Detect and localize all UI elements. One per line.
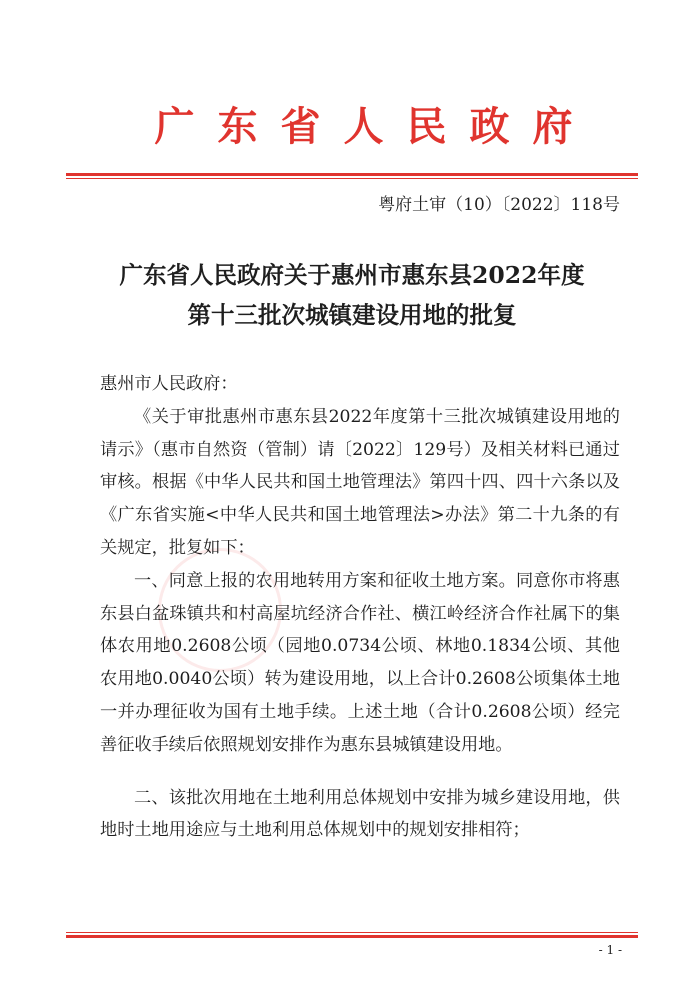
document-body [100, 368, 620, 847]
footer-rule-thick [66, 935, 638, 938]
footer-rule-thin [66, 932, 638, 933]
header-rule-thin [66, 178, 638, 179]
masthead-title: 广东省人民政府 [154, 103, 596, 150]
salutation: 惠州市人民政府： [100, 374, 238, 394]
document-number: 粤府土审（10）〔2022〕118号 [378, 195, 620, 215]
body-paragraph-1: 《关于审批惠州市惠东县2022年度第十三批次城镇建设用地的请示》（惠市自然资（管制）请〔2022〕129号）及相关材料已通过审核。根据《中华人民共和国土地管理法》第四十四、四十六条以及《广东省实施<中华人民共和国土地管理法>办法》第二十九条的有关规定，批复如下： [100, 406, 620, 558]
header-rule-thick [66, 173, 638, 176]
body-paragraph-3: 二、该批次用地在土地利用总体规划中安排为城乡建设用地，供地时土地用途应与土地利用总体规划中的规划安排相符； [100, 787, 620, 841]
body-paragraph-2: 一、同意上报的农用地转用方案和征收土地方案。同意你市将惠东县白盆珠镇共和村高屋坑经济合作社、横江岭经济合作社属下的集体农用地0.2608公顷（园地0.0734公顷、林地0.1834公顷、其他农用地0.0040公顷）转为建设用地，以上合计0.2608公顷集体土地一并办理征收为国有土地手续。上述土地（合计0.2608公顷）经完善征收手续后依照规划安排作为惠东县城镇建设用地。 [100, 570, 620, 755]
document-title-line-2: 第十三批次城镇建设用地的批复 [187, 301, 517, 329]
page-number: - 1 - [598, 943, 622, 957]
document-title-line-1: 广东省人民政府关于惠州市惠东县2022年度 [119, 261, 585, 289]
